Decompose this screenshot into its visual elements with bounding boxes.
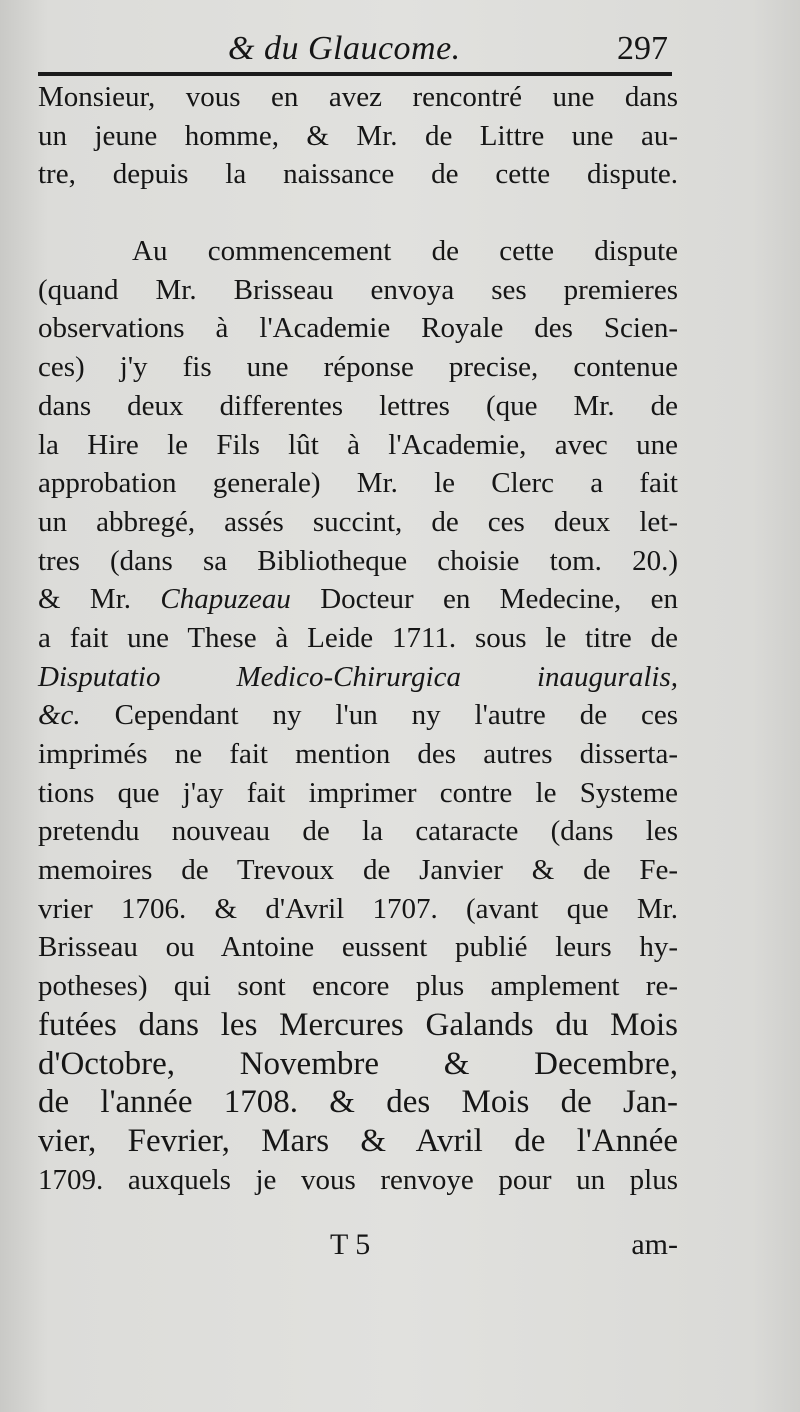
text-line: ces) j'y fis une réponse precise, contenue [38,351,678,384]
text-line: vier, Fevrier, Mars & Avril de l'Année [38,1122,678,1159]
header-rule [38,72,672,76]
etc-abbrev: &c. [38,699,81,732]
text-line: imprimés ne fait mention des autres disserta- [38,738,678,770]
page-number: 297 [617,30,668,67]
text-line: la Hire le Fils lût à l'Academie, avec une [38,428,678,461]
text-line: 1709. auxquels je vous renvoye pour un plus [38,1163,678,1196]
text-line: tions que j'ay fait imprimer contre le Systeme [38,776,678,809]
text-line: memoires de Trevoux de Janvier & de Fe- [38,854,678,887]
text-line: d'Octobre, Novembre & Decembre, [38,1045,678,1082]
page-header [38,24,674,74]
paragraph-gap [38,194,678,232]
author-name: Chapuzeau [160,583,291,616]
text-line: Brisseau ou Antoine eussent publié leurs hy- [38,931,678,964]
text-line: un abbregé, assés succint, de ces deux let- [38,505,678,538]
text-line: un jeune homme, & Mr. de Littre une au- [38,119,678,152]
text-line: de l'année 1708. & des Mois de Jan- [38,1084,678,1121]
text-line [38,696,678,735]
text-line [38,580,678,619]
text-line: approbation generale) Mr. le Clerc a fait [38,467,678,500]
text-fragment: Docteur en Medecine, en [290,583,678,616]
text-line: futées dans les Mercures Galands du Mois [38,1006,678,1043]
text-fragment: Cependant ny l'un ny l'autre de ces [80,699,678,732]
text-line: pretendu nouveau de la cataracte (dans les [38,815,678,848]
signature-mark: T 5 [330,1228,371,1261]
page-footer [38,1228,678,1268]
running-head: & du Glaucome. [228,30,461,67]
text-line: Au commencement de cette dispute [132,235,678,268]
body-text [38,78,678,1199]
text-fragment: & Mr. [38,583,161,616]
text-line: dans deux differentes lettres (que Mr. de [38,389,678,422]
text-line: tre, depuis la naissance de cette dispute. [38,158,678,191]
text-line: a fait une These à Leide 1711. sous le titre de [38,621,678,654]
text-line: tres (dans sa Bibliotheque choisie tom. 20.) [38,544,678,577]
text-line: observations à l'Academie Royale des Scien- [38,312,678,345]
text-line: (quand Mr. Brisseau envoya ses premieres [38,273,678,306]
catchword: am- [631,1228,678,1261]
text-line: Monsieur, vous en avez rencontré une dans [38,81,678,113]
text-line: potheses) qui sont encore plus amplement re- [38,970,678,1003]
text-line: vrier 1706. & d'Avril 1707. (avant que Mr. [38,892,678,925]
thesis-title: Disputatio Medico-Chirurgica inauguralis, [38,660,678,693]
